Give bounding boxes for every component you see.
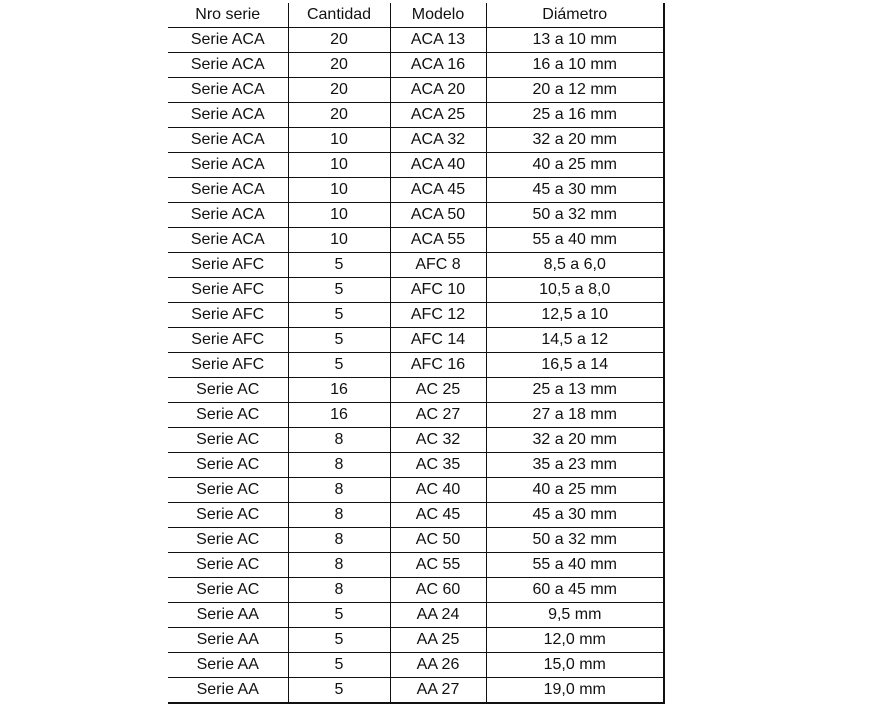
cell-nro-serie: Serie AFC bbox=[168, 278, 288, 303]
table-row bbox=[168, 53, 664, 78]
product-table bbox=[168, 3, 665, 704]
cell-nro-serie: Serie ACA bbox=[168, 178, 288, 203]
cell-nro-serie: Serie ACA bbox=[168, 78, 288, 103]
cell-diametro: 25 a 13 mm bbox=[486, 378, 664, 403]
cell-modelo: AC 27 bbox=[390, 403, 486, 428]
table-row bbox=[168, 28, 664, 53]
cell-cantidad: 8 bbox=[288, 528, 390, 553]
cell-modelo: AFC 10 bbox=[390, 278, 486, 303]
table-row bbox=[168, 478, 664, 503]
cell-cantidad: 20 bbox=[288, 53, 390, 78]
cell-diametro: 40 a 25 mm bbox=[486, 478, 664, 503]
table-row bbox=[168, 278, 664, 303]
cell-diametro: 10,5 a 8,0 bbox=[486, 278, 664, 303]
cell-diametro: 50 a 32 mm bbox=[486, 203, 664, 228]
cell-cantidad: 8 bbox=[288, 578, 390, 603]
cell-diametro: 45 a 30 mm bbox=[486, 178, 664, 203]
cell-nro-serie: Serie ACA bbox=[168, 28, 288, 53]
cell-cantidad: 5 bbox=[288, 253, 390, 278]
cell-nro-serie: Serie AC bbox=[168, 528, 288, 553]
cell-nro-serie: Serie AC bbox=[168, 503, 288, 528]
cell-nro-serie: Serie AA bbox=[168, 628, 288, 653]
cell-cantidad: 5 bbox=[288, 603, 390, 628]
cell-cantidad: 20 bbox=[288, 103, 390, 128]
cell-nro-serie: Serie ACA bbox=[168, 53, 288, 78]
cell-diametro: 14,5 a 12 bbox=[486, 328, 664, 353]
cell-diametro: 32 a 20 mm bbox=[486, 128, 664, 153]
table-row bbox=[168, 153, 664, 178]
header-row bbox=[168, 3, 664, 28]
cell-nro-serie: Serie AC bbox=[168, 578, 288, 603]
cell-diametro: 60 a 45 mm bbox=[486, 578, 664, 603]
cell-diametro: 12,0 mm bbox=[486, 628, 664, 653]
cell-cantidad: 5 bbox=[288, 353, 390, 378]
cell-modelo: AA 24 bbox=[390, 603, 486, 628]
table-row bbox=[168, 78, 664, 103]
cell-modelo: AC 50 bbox=[390, 528, 486, 553]
cell-cantidad: 8 bbox=[288, 553, 390, 578]
cell-diametro: 50 a 32 mm bbox=[486, 528, 664, 553]
table-row bbox=[168, 353, 664, 378]
cell-diametro: 15,0 mm bbox=[486, 653, 664, 678]
header-modelo: Modelo bbox=[390, 3, 486, 28]
cell-modelo: ACA 40 bbox=[390, 153, 486, 178]
cell-diametro: 55 a 40 mm bbox=[486, 553, 664, 578]
cell-modelo: AFC 16 bbox=[390, 353, 486, 378]
cell-diametro: 35 a 23 mm bbox=[486, 453, 664, 478]
cell-modelo: AC 32 bbox=[390, 428, 486, 453]
table-row bbox=[168, 103, 664, 128]
cell-cantidad: 10 bbox=[288, 153, 390, 178]
cell-cantidad: 5 bbox=[288, 278, 390, 303]
table-row bbox=[168, 178, 664, 203]
table-row bbox=[168, 428, 664, 453]
cell-cantidad: 20 bbox=[288, 78, 390, 103]
cell-cantidad: 5 bbox=[288, 628, 390, 653]
cell-diametro: 8,5 a 6,0 bbox=[486, 253, 664, 278]
table-row bbox=[168, 128, 664, 153]
cell-cantidad: 10 bbox=[288, 203, 390, 228]
cell-modelo: AFC 14 bbox=[390, 328, 486, 353]
cell-nro-serie: Serie AA bbox=[168, 603, 288, 628]
table-row bbox=[168, 453, 664, 478]
cell-modelo: AFC 8 bbox=[390, 253, 486, 278]
cell-diametro: 19,0 mm bbox=[486, 678, 664, 704]
cell-modelo: ACA 13 bbox=[390, 28, 486, 53]
cell-modelo: ACA 16 bbox=[390, 53, 486, 78]
cell-cantidad: 5 bbox=[288, 678, 390, 704]
header-cantidad: Cantidad bbox=[288, 3, 390, 28]
cell-cantidad: 5 bbox=[288, 303, 390, 328]
cell-modelo: AA 26 bbox=[390, 653, 486, 678]
cell-nro-serie: Serie AC bbox=[168, 553, 288, 578]
cell-modelo: AC 25 bbox=[390, 378, 486, 403]
table-row bbox=[168, 303, 664, 328]
cell-cantidad: 5 bbox=[288, 653, 390, 678]
cell-diametro: 45 a 30 mm bbox=[486, 503, 664, 528]
table-row bbox=[168, 503, 664, 528]
table-row bbox=[168, 403, 664, 428]
cell-cantidad: 16 bbox=[288, 378, 390, 403]
cell-nro-serie: Serie AFC bbox=[168, 303, 288, 328]
cell-nro-serie: Serie AC bbox=[168, 478, 288, 503]
cell-diametro: 25 a 16 mm bbox=[486, 103, 664, 128]
table-row bbox=[168, 653, 664, 678]
cell-modelo: ACA 20 bbox=[390, 78, 486, 103]
table-row bbox=[168, 628, 664, 653]
cell-nro-serie: Serie ACA bbox=[168, 128, 288, 153]
cell-cantidad: 10 bbox=[288, 178, 390, 203]
cell-modelo: ACA 32 bbox=[390, 128, 486, 153]
cell-nro-serie: Serie ACA bbox=[168, 203, 288, 228]
cell-modelo: ACA 55 bbox=[390, 228, 486, 253]
cell-cantidad: 10 bbox=[288, 128, 390, 153]
cell-nro-serie: Serie AA bbox=[168, 678, 288, 704]
cell-diametro: 16,5 a 14 bbox=[486, 353, 664, 378]
cell-cantidad: 8 bbox=[288, 428, 390, 453]
cell-diametro: 12,5 a 10 bbox=[486, 303, 664, 328]
cell-nro-serie: Serie ACA bbox=[168, 153, 288, 178]
cell-diametro: 32 a 20 mm bbox=[486, 428, 664, 453]
cell-cantidad: 5 bbox=[288, 328, 390, 353]
table-row bbox=[168, 603, 664, 628]
cell-nro-serie: Serie AC bbox=[168, 378, 288, 403]
cell-modelo: ACA 50 bbox=[390, 203, 486, 228]
cell-cantidad: 8 bbox=[288, 453, 390, 478]
cell-modelo: AFC 12 bbox=[390, 303, 486, 328]
cell-diametro: 9,5 mm bbox=[486, 603, 664, 628]
cell-nro-serie: Serie AFC bbox=[168, 328, 288, 353]
cell-modelo: ACA 45 bbox=[390, 178, 486, 203]
cell-modelo: AC 35 bbox=[390, 453, 486, 478]
cell-modelo: AC 45 bbox=[390, 503, 486, 528]
table-row bbox=[168, 203, 664, 228]
cell-cantidad: 10 bbox=[288, 228, 390, 253]
cell-diametro: 13 a 10 mm bbox=[486, 28, 664, 53]
cell-modelo: ACA 25 bbox=[390, 103, 486, 128]
cell-nro-serie: Serie AC bbox=[168, 428, 288, 453]
table-row bbox=[168, 528, 664, 553]
table-row bbox=[168, 328, 664, 353]
cell-nro-serie: Serie ACA bbox=[168, 228, 288, 253]
table-row bbox=[168, 578, 664, 603]
header-diametro: Diámetro bbox=[486, 3, 664, 28]
cell-diametro: 27 a 18 mm bbox=[486, 403, 664, 428]
cell-nro-serie: Serie AFC bbox=[168, 253, 288, 278]
header-nro-serie: Nro serie bbox=[168, 3, 288, 28]
cell-diametro: 20 a 12 mm bbox=[486, 78, 664, 103]
table-row bbox=[168, 253, 664, 278]
cell-modelo: AA 27 bbox=[390, 678, 486, 704]
table-row bbox=[168, 553, 664, 578]
cell-modelo: AC 55 bbox=[390, 553, 486, 578]
table-body bbox=[168, 28, 664, 704]
table-row bbox=[168, 228, 664, 253]
cell-modelo: AC 40 bbox=[390, 478, 486, 503]
cell-cantidad: 16 bbox=[288, 403, 390, 428]
cell-modelo: AA 25 bbox=[390, 628, 486, 653]
table-row bbox=[168, 378, 664, 403]
cell-diametro: 55 a 40 mm bbox=[486, 228, 664, 253]
cell-cantidad: 20 bbox=[288, 28, 390, 53]
cell-cantidad: 8 bbox=[288, 503, 390, 528]
cell-diametro: 40 a 25 mm bbox=[486, 153, 664, 178]
table-row bbox=[168, 678, 664, 704]
cell-diametro: 16 a 10 mm bbox=[486, 53, 664, 78]
cell-nro-serie: Serie AC bbox=[168, 403, 288, 428]
cell-modelo: AC 60 bbox=[390, 578, 486, 603]
cell-nro-serie: Serie AFC bbox=[168, 353, 288, 378]
cell-nro-serie: Serie AA bbox=[168, 653, 288, 678]
cell-cantidad: 8 bbox=[288, 478, 390, 503]
cell-nro-serie: Serie ACA bbox=[168, 103, 288, 128]
spreadsheet-table-region bbox=[168, 3, 665, 704]
cell-nro-serie: Serie AC bbox=[168, 453, 288, 478]
